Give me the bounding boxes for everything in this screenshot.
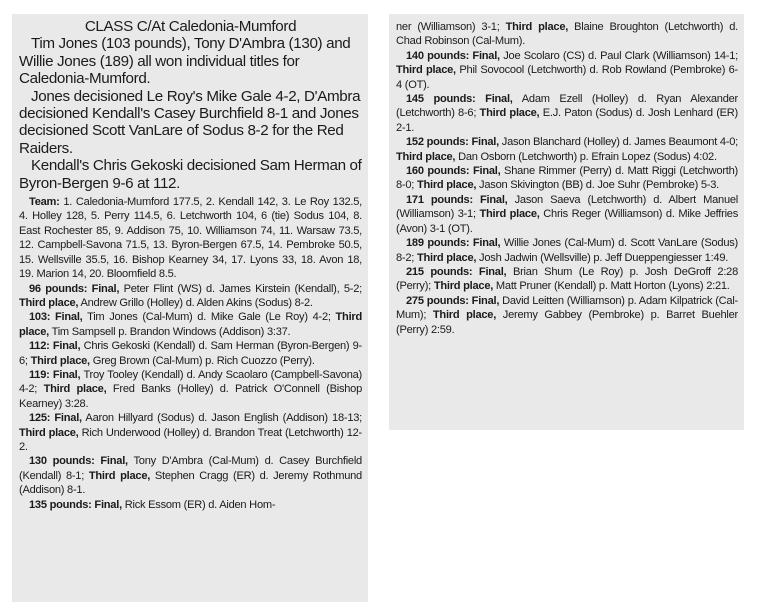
weight-label: 130 pounds: (29, 455, 95, 468)
third-place-result: Jeremy Gabbey (Pembroke) p. Barret Buehler (Perry) 2:59. (396, 309, 738, 336)
final-result: Tim Jones (Cal-Mum) d. Mike Gale (Le Roy) 4-2; (82, 311, 331, 324)
third-place-label: Third place, (19, 311, 362, 338)
final-label: Final, (468, 136, 499, 149)
weight-class-result-continued (396, 20, 738, 49)
team-standings (19, 195, 362, 281)
final-result: Chris Gekoski (Kendall) d. Sam Herman (Byron-Bergen) 9-6; (19, 340, 362, 367)
weight-label: 96 pounds: (29, 282, 88, 295)
lead-paragraph: Jones decisioned Le Roy's Mike Gale 4-2, D'Ambra decisioned Kendall's Casey Burchfield 8-1 and Jones decisioned Scott VanLare of Sodus 8-2 for the Red Raiders. (19, 87, 361, 157)
weight-class-result (396, 49, 738, 92)
final-label: Final, (49, 368, 81, 381)
weight-class-result (19, 339, 362, 368)
third-place-result: Andrew Grillo (Holley) d. Alden Akins (Sodus) 8-2. (78, 296, 313, 309)
weight-class-result (396, 92, 738, 135)
third-place-result: E.J. Paton (Sodus) d. Josh Lenhard (ER) 2-1. (396, 107, 739, 134)
weight-label: 152 pounds: (406, 136, 469, 149)
weight-class-result (19, 454, 362, 497)
final-label: Final, (49, 340, 81, 353)
weight-class-result (19, 310, 362, 339)
weight-label: 275 pounds: (406, 294, 469, 307)
third-place-result: Chris Reger (Williamson) d. Mike Jeffries (Avon) 3-1 (OT). (396, 208, 738, 235)
weight-class-result (396, 135, 738, 164)
weight-class-result (19, 368, 362, 411)
final-result: Peter Flint (WS) d. James Kirstein (Kendall), 5-2; (119, 282, 362, 295)
third-place-result: Jason Skivington (BB) d. Joe Suhr (Pembroke) 5-3. (476, 179, 719, 192)
third-place-result: Josh Jadwin (Wellsville) p. Jeff Dueppengiesser 1:49. (476, 251, 729, 264)
third-place-result: Tim Sampsell p. Brandon Windows (Addison) 3:37. (48, 325, 291, 338)
final-result: Shane Rimmer (Perry) d. Matt Riggi (Letchworth) 8-0; (396, 165, 738, 192)
weight-class-result (396, 265, 738, 294)
final-label: Final, (469, 49, 500, 62)
weight-label: 135 pounds: (29, 498, 92, 511)
weight-label: 189 pounds: (406, 237, 470, 250)
third-place-result: Dan Osborn (Letchworth) p. Efrain Lopez (Sodus) 4:02. (455, 150, 717, 163)
final-label: Final, (91, 498, 122, 511)
weight-class-result (19, 498, 362, 512)
third-place-result: Fred Banks (Holley) d. Patrick O'Connell (Bishop Kearney) 3:28. (19, 383, 363, 410)
weight-label: 112: (29, 340, 50, 353)
weight-class-result (19, 411, 362, 454)
final-label: Final, (472, 193, 508, 206)
section-heading: CLASS C/At Caledonia-Mumford (84, 18, 297, 35)
final-label: Final, (94, 455, 128, 468)
final-label: Final, (468, 294, 500, 307)
final-result: David Leitten (Williamson) p. Adam Kilpatrick (Cal-Mum); (396, 294, 738, 322)
weight-class-result (396, 236, 738, 265)
third-place-label: Third place, (396, 64, 456, 77)
final-result: Willie Jones (Cal-Mum) d. Scott VanLare (Sodus) 8-2; (396, 237, 738, 264)
weight-label: 145 pounds: (406, 93, 476, 106)
third-place-label: Third place, (499, 21, 569, 33)
third-place-label: Third place, (430, 280, 494, 293)
third-place-label: Third place, (19, 426, 79, 439)
final-result: Tony D'Ambra (Cal-Mum) d. Casey Burchfield (Kendall) 8-1; (19, 455, 362, 482)
final-label: Final, (469, 237, 501, 250)
final-result: Joe Scolaro (CS) d. Paul Clark (Williamson) 14-1; (499, 49, 738, 62)
newspaper-clipping-right (389, 14, 744, 430)
third-place-label: Third place, (27, 354, 90, 367)
weight-label: 215 pounds: (406, 265, 473, 278)
third-place-label: Third place, (426, 309, 497, 322)
final-result: Rick Essom (ER) d. Aiden Hom- (121, 498, 276, 511)
final-label: Final, (50, 311, 83, 324)
final-label: Final, (475, 93, 513, 106)
final-label: Final, (469, 165, 501, 178)
final-result: Troy Tooley (Kendall) d. Andy Scaolaro (Campbell-Savona) 4-2; (19, 368, 362, 396)
weight-label: 160 pounds: (406, 165, 470, 178)
weight-class-result (396, 193, 738, 236)
third-place-result: Greg Brown (Cal-Mum) p. Rich Cuozzo (Perry). (89, 354, 315, 367)
lead-paragraph: Tim Jones (103 pounds), Tony D'Ambra (130) and Willie Jones (189) all won individual titles for Caledonia-Mumford. (19, 35, 351, 88)
weight-label: 125: (29, 412, 51, 425)
final-label: Final, (50, 412, 82, 425)
third-place-result: Rich Underwood (Holley) d. Brandon Treat (Letchworth) 12-2. (19, 426, 362, 453)
final-label: Final, (472, 265, 507, 278)
third-place-label: Third place, (84, 469, 151, 482)
newspaper-clipping-left (12, 14, 368, 602)
third-place-label: Third place, (414, 251, 477, 264)
final-result: Adam Ezell (Holley) d. Ryan Alexander (Letchworth) 8-6; (396, 93, 738, 120)
final-result: Jason Saeva (Letchworth) d. Albert Manuel (Williamson) 3-1; (396, 193, 738, 221)
lead-paragraph: Kendall's Chris Gekoski decisioned Sam Herman of Byron-Bergen 9-6 at 112. (19, 157, 362, 192)
weight-class-result (396, 164, 738, 193)
final-result: Aaron Hillyard (Sodus) d. Jason English (Addison) 18-13; (81, 412, 363, 425)
third-place-label: Third place, (475, 208, 540, 221)
third-place-label: Third place, (476, 107, 540, 120)
third-place-result: Blaine Broughton (Letchworth) d. Chad Robinson (Cal-Mum). (396, 21, 738, 48)
final-result: ner (Williamson) 3-1; (396, 21, 500, 33)
final-result: Jason Blanchard (Holley) d. James Beaumont 4-0; (498, 136, 738, 149)
third-place-label: Third place, (414, 179, 477, 192)
third-place-label: Third place, (19, 296, 79, 309)
weight-label: 140 pounds: (406, 49, 470, 62)
third-place-label: Third place, (396, 150, 456, 163)
final-label: Final, (87, 282, 120, 295)
third-place-label: Third place, (37, 383, 107, 396)
weight-class-result (396, 294, 738, 337)
weight-label: 119: (29, 368, 50, 381)
weight-label: 171 pounds: (406, 193, 473, 206)
third-place-result: Matt Pruner (Kendall) p. Matt Horton (Lyons) 2:21. (493, 280, 730, 293)
third-place-result: Phil Sovocool (Letchworth) d. Rob Rowland (Pembroke) 6-4 (OT). (396, 64, 738, 91)
team-standings-text: 1. Caledonia-Mumford 177.5, 2. Kendall 142, 3. Le Roy 132.5, 4. Holley 128, 5. Perry 114.5, 6. Letchworth 104, 6 (tie) Sodus 104, 8. East Rochester 85, 9. Addison 75, 10. Williamson 74, 11. Warsaw 73.5, 12. Campbell-Savona 71.5, 13. Byron-Bergen 67.5, 14. Pembroke 50.5, 15. Wellsville 35.5, 16. Bishop Kearney 34, 17. Lyons 33, 18. Avon 18, 19. Marion 14, 20. Bloomfield 8.5. (19, 196, 362, 281)
weight-label: 103: (29, 311, 51, 324)
third-place-result: Stephen Cragg (ER) d. Jeremy Rothmund (Addison) 8-1. (19, 469, 362, 497)
final-result: Brian Shum (Le Roy) p. Josh DeGroff 2:28 (Perry); (396, 265, 738, 293)
weight-class-result (19, 282, 362, 311)
team-label: Team: (29, 196, 60, 209)
